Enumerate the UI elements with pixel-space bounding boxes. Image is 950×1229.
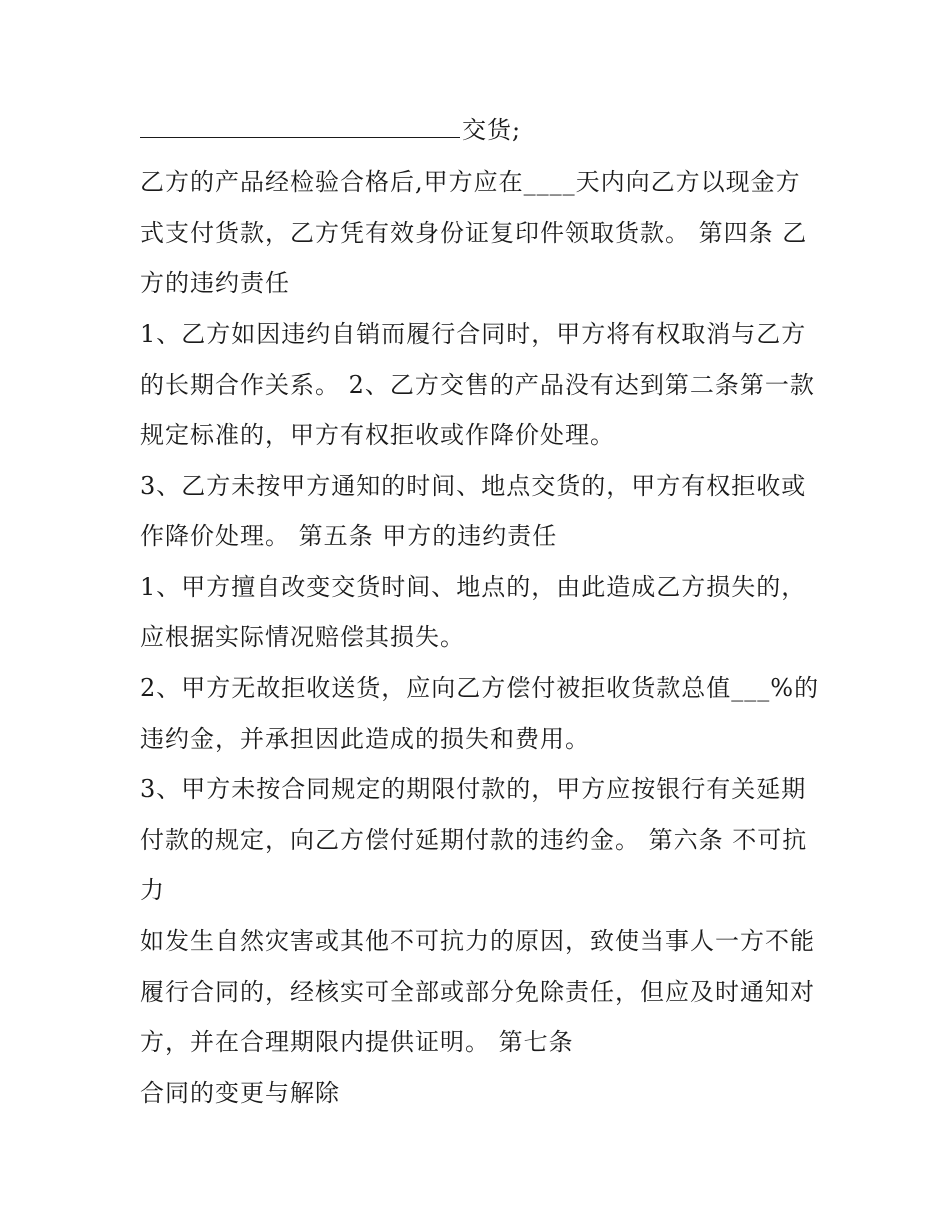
text-line: 3、乙方未按甲方通知的时间、地点交货的，甲方有权拒收或 [140,472,807,500]
fill-in-blank [140,111,460,138]
text-line: 作降价处理。 第五条 甲方的违约责任 [140,522,558,550]
text-line: 违约金，并承担因此造成的损失和费用。 [140,725,590,753]
text-line: 付款的规定，向乙方偿付延期付款的违约金。 第六条 不可抗 [140,826,808,854]
text-line: 如发生自然灾害或其他不可抗力的原因，致使当事人一方不能 [140,927,815,955]
text-line: 方的违约责任 [140,269,290,297]
text-line: 1、甲方擅自改变交货时间、地点的，由此造成乙方损失的， [140,573,807,601]
text-line: 式支付货款，乙方凭有效身份证复印件领取货款。 第四条 乙 [140,219,808,247]
text-line: 2、甲方无故拒收送货，应向乙方偿付被拒收货款总值___%的 [140,674,820,702]
text-line: 方，并在合理期限内提供证明。 第七条 [140,1028,574,1056]
delivery-line [140,110,840,150]
text-line: 3、甲方未按合同规定的期限付款的，甲方应按银行有关延期 [140,775,807,803]
text-line: 规定标准的，甲方有权拒收或作降价处理。 [140,421,615,449]
text-line: 的长期合作关系。 2、乙方交售的产品没有达到第二条第一款 [140,371,815,399]
text-line: 1、乙方如因违约自销而履行合同时，甲方将有权取消与乙方 [140,320,807,348]
text-line: 履行合同的，经核实可全部或部分免除责任，但应及时通知对 [140,978,815,1006]
text-line: 乙方的产品经检验合格后,甲方应在____天内向乙方以现金方 [140,168,801,196]
text-line: 应根据实际情况赔偿其损失。 [140,623,465,651]
delivery-text: 交货; [462,116,522,144]
text-line: 力 [140,876,165,904]
text-line: 合同的变更与解除 [140,1079,340,1107]
